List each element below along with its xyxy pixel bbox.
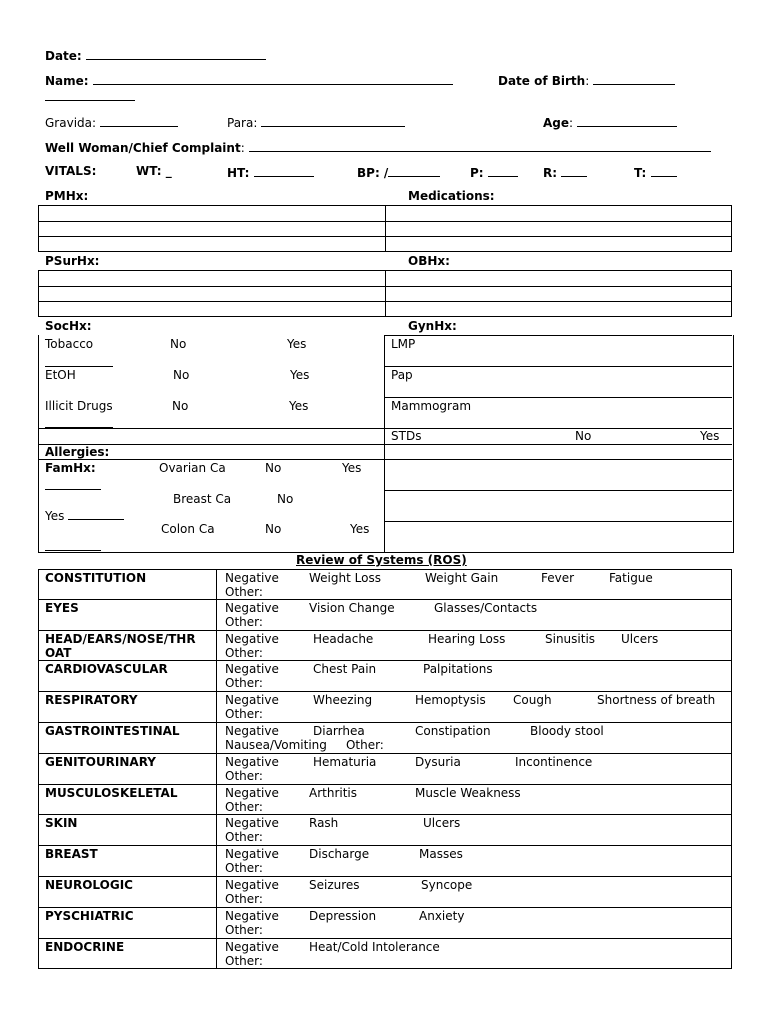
ros-symptom-option[interactable]: Hemoptysis: [415, 693, 486, 708]
soc-tobacco-no[interactable]: No: [170, 337, 187, 351]
complaint-field[interactable]: Well Woman/Chief Complaint:: [45, 139, 711, 155]
soc-row-border: [38, 428, 732, 429]
r-field[interactable]: [543, 164, 587, 180]
complaint-line[interactable]: [249, 139, 711, 152]
ros-negative-option[interactable]: Negative: [225, 939, 279, 954]
ros-symptom-option[interactable]: Palpitations: [423, 662, 493, 677]
ros-row: [38, 877, 732, 908]
ros-column-divider: [216, 846, 217, 876]
ros-system-label: CARDIOVASCULAR: [45, 662, 168, 677]
ros-symptom-option[interactable]: Depression: [309, 908, 377, 923]
gravida-line[interactable]: [100, 114, 178, 127]
obhx-cell[interactable]: [386, 302, 732, 317]
vitals-label: VITALS:: [45, 164, 97, 178]
gravida-field[interactable]: [45, 114, 178, 130]
pmhx-cell[interactable]: [39, 222, 386, 237]
ros-system-label: EYES: [45, 600, 79, 615]
ros-system-label: ENDOCRINE: [45, 939, 125, 954]
ros-row: [38, 846, 732, 877]
ros-symptom-option[interactable]: Constipation: [415, 724, 491, 738]
ros-system-label: SKIN: [45, 816, 78, 831]
gyn-pap: Pap: [391, 368, 413, 382]
ros-symptom-option[interactable]: Chest Pain: [313, 662, 377, 677]
date-line[interactable]: [86, 47, 266, 60]
ros-symptom-option[interactable]: Syncope: [421, 878, 473, 892]
ros-system-label: NEUROLOGIC: [45, 878, 133, 892]
fam-colon-no[interactable]: No: [265, 522, 282, 536]
ht-label: HT:: [227, 166, 250, 180]
r-line[interactable]: [561, 164, 587, 177]
fam-breast-label: Breast Ca: [173, 492, 232, 506]
gravida-label: Gravida:: [45, 116, 97, 130]
allergies-border: [38, 444, 732, 445]
t-label: T:: [634, 166, 647, 180]
soc-tobacco-label: Tobacco: [45, 337, 94, 351]
ros-symptom-option[interactable]: Muscle Weakness: [415, 785, 521, 800]
ros-row: [38, 815, 732, 846]
ros-symptom-option[interactable]: Ulcers: [423, 816, 461, 831]
bp-line[interactable]: [388, 164, 440, 177]
ros-column-divider: [216, 692, 217, 722]
pmhx-heading: PMHx:: [45, 189, 89, 203]
soc-etoh-no[interactable]: No: [173, 368, 190, 382]
medications-cell[interactable]: [386, 222, 732, 237]
dob-label: Date of Birth: [498, 74, 586, 88]
ros-other-field[interactable]: Other:: [225, 768, 263, 783]
ht-line[interactable]: [254, 164, 314, 177]
date-label: Date:: [45, 49, 82, 63]
ros-symptom-option[interactable]: Weight Loss: [309, 571, 381, 585]
para-label: Para:: [227, 116, 258, 130]
gyn-stds-yes[interactable]: Yes: [700, 429, 720, 443]
complaint-label: Well Woman/Chief Complaint: [45, 141, 241, 155]
gyn-row-border: [384, 366, 732, 367]
t-line[interactable]: [651, 164, 677, 177]
psurhx-obhx-table: [38, 270, 732, 317]
medications-cell[interactable]: [386, 237, 732, 252]
ros-row: [38, 908, 732, 939]
wt-label: WT: _: [136, 164, 172, 178]
gyn-top-border: [384, 335, 732, 336]
age-label: Age: [543, 116, 570, 130]
name-field[interactable]: [45, 72, 453, 88]
psurhx-cell[interactable]: [39, 302, 386, 317]
p-field[interactable]: [470, 164, 518, 180]
p-line[interactable]: [488, 164, 518, 177]
gyn-lmp: LMP: [391, 337, 416, 351]
allergies-heading: Allergies:: [45, 445, 110, 459]
ros-symptom-option[interactable]: Wheezing: [313, 693, 373, 708]
colon-line[interactable]: [45, 538, 101, 551]
t-field[interactable]: [634, 164, 677, 180]
fam-colon-label: Colon Ca: [161, 522, 215, 536]
ros-system-label: RESPIRATORY: [45, 693, 138, 708]
ros-symptom-option[interactable]: Hematuria: [313, 754, 377, 769]
ros-symptom-option[interactable]: Incontinence: [515, 754, 593, 769]
ros-symptom-option[interactable]: Arthritis: [309, 785, 358, 800]
fam-breast-yes: Yes: [45, 509, 65, 523]
ros-column-divider: [216, 631, 217, 661]
medications-heading: Medications:: [408, 189, 495, 203]
pmhx-medications-table: [38, 205, 732, 252]
breast-line[interactable]: [68, 507, 124, 520]
obhx-heading: OBHx:: [408, 254, 450, 268]
gyn-stds-no[interactable]: No: [575, 429, 592, 443]
ros-column-divider: [216, 877, 217, 907]
ros-symptom-option[interactable]: Masses: [419, 847, 463, 862]
r-label: R:: [543, 166, 558, 180]
ros-row: [38, 692, 732, 723]
ros-system-label: BREAST: [45, 847, 98, 862]
soc-drugs-label: Illicit Drugs: [45, 399, 113, 413]
ros-negative-option[interactable]: Negative: [225, 724, 279, 738]
fam-ovarian-no[interactable]: No: [265, 461, 282, 475]
famhx-border: [38, 459, 732, 460]
gyn-mammogram: Mammogram: [391, 399, 472, 413]
fam-breast-no[interactable]: No: [277, 492, 294, 506]
ros-system-label: MUSCULOSKELETAL: [45, 785, 178, 800]
ros-other-field[interactable]: Other:: [225, 922, 263, 937]
ros-column-divider: [216, 815, 217, 845]
ros-other-field[interactable]: Other:: [225, 892, 263, 906]
ros-negative-option[interactable]: Negative: [225, 816, 279, 831]
soc-tobacco-yes[interactable]: Yes: [287, 337, 307, 351]
ros-other-field[interactable]: Other:: [225, 861, 263, 876]
ros-symptom-option[interactable]: Glasses/Contacts: [434, 600, 538, 615]
sochx-heading: SocHx:: [45, 319, 92, 333]
ros-symptom-option[interactable]: Dysuria: [415, 754, 461, 769]
dob-line[interactable]: [593, 72, 675, 85]
ros-other-field[interactable]: Other:: [225, 953, 263, 968]
ros-column-divider: [216, 661, 217, 691]
ros-symptom-option[interactable]: Weight Gain: [425, 571, 499, 585]
ros-symptom-option[interactable]: Fatigue: [609, 571, 653, 585]
ros-column-divider: [216, 939, 217, 969]
gyn-row-border: [384, 397, 732, 398]
ros-column-divider: [216, 600, 217, 630]
name-line-2[interactable]: [45, 88, 135, 101]
ros-negative-option[interactable]: Negative: [225, 571, 279, 585]
ros-other-field[interactable]: Other:: [225, 830, 263, 845]
age-field[interactable]: Age:: [543, 114, 677, 130]
ros-symptom-option[interactable]: Seizures: [309, 878, 360, 892]
ros-system-label: CONSTITUTION: [45, 571, 147, 585]
wt-field[interactable]: [136, 164, 172, 178]
ros-symptom-option[interactable]: Heat/Cold Intolerance: [309, 939, 440, 954]
p-label: P:: [470, 166, 484, 180]
drugs-line[interactable]: [45, 415, 113, 428]
ros-negative-option[interactable]: Negative: [225, 847, 279, 862]
gynhx-heading: GynHx:: [408, 319, 457, 333]
ros-row: [38, 569, 732, 600]
ros-symptom-option[interactable]: Shortness of breath: [597, 693, 716, 708]
name-line[interactable]: [93, 72, 453, 85]
ros-system-label: GENITOURINARY: [45, 754, 156, 769]
ros-row: [38, 754, 732, 785]
ros-row: [38, 600, 732, 631]
famhx-heading: FamHx:: [45, 461, 96, 475]
name-continuation[interactable]: [45, 88, 135, 104]
ros-symptom-option[interactable]: Vision Change: [309, 600, 395, 615]
fam-ovarian-label: Ovarian Ca: [159, 461, 226, 475]
ros-negative-option[interactable]: Negative: [225, 600, 279, 615]
ros-negative-option[interactable]: Negative: [225, 878, 279, 892]
ros-symptom-option[interactable]: Anxiety: [419, 908, 465, 923]
psurhx-cell[interactable]: [39, 271, 386, 287]
ros-other-field[interactable]: Nausea/Vomiting Other:: [225, 738, 384, 752]
ros-negative-option[interactable]: Negative: [225, 631, 279, 646]
dob-field[interactable]: Date of Birth:: [498, 72, 675, 88]
ros-negative-option[interactable]: Negative: [225, 662, 279, 677]
ros-system-label: HEAD/EARS/NOSE/THR OAT: [45, 631, 196, 660]
gyn-stds: STDs: [391, 429, 422, 443]
ros-column-divider: [216, 754, 217, 784]
name-label: Name:: [45, 74, 89, 88]
ros-negative-option[interactable]: Negative: [225, 908, 279, 923]
psurhx-cell[interactable]: [39, 287, 386, 302]
tobacco-line[interactable]: [45, 354, 113, 367]
bp-field[interactable]: [357, 164, 440, 180]
ros-column-divider: [216, 723, 217, 753]
ros-row: [38, 939, 732, 970]
ros-column-divider: [216, 785, 217, 815]
fam-ovarian-yes[interactable]: Yes: [342, 461, 362, 475]
pmhx-cell[interactable]: [39, 206, 386, 222]
ros-other-field[interactable]: Other:: [225, 707, 263, 722]
ros-other-field[interactable]: Other:: [225, 614, 263, 629]
fam-colon-yes[interactable]: Yes: [350, 522, 370, 536]
psurhx-heading: PSurHx:: [45, 254, 100, 268]
ros-symptom-option[interactable]: Bloody stool: [530, 724, 604, 738]
ros-negative-option[interactable]: Negative: [225, 693, 279, 708]
fam-row-border: [384, 490, 732, 491]
ros-other-field[interactable]: Other:: [225, 676, 263, 691]
obhx-cell[interactable]: [386, 287, 732, 302]
ros-symptom-option[interactable]: Headache: [313, 631, 374, 646]
para-line[interactable]: [261, 114, 405, 127]
ros-symptom-option[interactable]: Discharge: [309, 847, 370, 862]
ros-column-divider: [216, 908, 217, 938]
ros-other-field[interactable]: Other:: [225, 645, 263, 660]
ht-field[interactable]: [227, 164, 314, 180]
ros-symptom-option[interactable]: Fever: [541, 571, 575, 585]
ros-negative-option[interactable]: Negative: [225, 785, 279, 800]
ros-system-label: PYSCHIATRIC: [45, 908, 134, 923]
ros-system-label: GASTROINTESTINAL: [45, 724, 180, 738]
ros-column-divider: [216, 570, 217, 599]
ros-row: [38, 631, 732, 662]
fam-breast-yes-field[interactable]: [45, 507, 124, 523]
ros-symptom-option[interactable]: Diarrhea: [313, 724, 365, 738]
ros-other-field[interactable]: Other:: [225, 799, 263, 814]
soc-drugs-no[interactable]: No: [172, 399, 189, 413]
bp-label: BP: /: [357, 166, 389, 180]
medications-cell[interactable]: [386, 206, 732, 222]
ros-symptom-option[interactable]: Cough: [513, 693, 552, 708]
ros-symptom-option[interactable]: Sinusitis: [545, 631, 596, 646]
soc-drugs-yes[interactable]: Yes: [289, 399, 309, 413]
para-field[interactable]: [227, 114, 405, 130]
fam-row-border: [384, 521, 732, 522]
soc-etoh-label: EtOH: [45, 368, 76, 382]
ros-row: [38, 661, 732, 692]
ros-symptom-option[interactable]: Rash: [309, 816, 339, 831]
ros-row: [38, 785, 732, 816]
ros-other-field[interactable]: Other:: [225, 585, 263, 599]
age-line[interactable]: [577, 114, 677, 127]
date-field[interactable]: [45, 47, 266, 63]
ros-row: [38, 723, 732, 754]
ovarian-line[interactable]: [45, 477, 101, 490]
obhx-cell[interactable]: [386, 271, 732, 287]
ros-symptom-option[interactable]: Hearing Loss: [428, 631, 506, 646]
pmhx-cell[interactable]: [39, 237, 386, 252]
ros-negative-option[interactable]: Negative: [225, 754, 279, 769]
ros-symptom-option[interactable]: Ulcers: [621, 631, 659, 646]
soc-etoh-yes[interactable]: Yes: [290, 368, 310, 382]
ros-title: Review of Systems (ROS): [296, 553, 467, 567]
